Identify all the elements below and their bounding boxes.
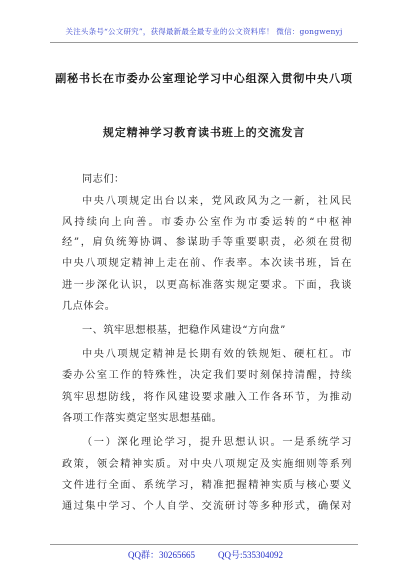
body-line: 几点体会。 xyxy=(62,301,116,312)
body-line: 通过集中学习、个人自学、交流研讨等多种形式，确保对 xyxy=(62,501,352,512)
body-line: 政策，领会精神实质。对中央八项规定及实施细则等系列 xyxy=(62,459,352,470)
body-line: 各项工作落实奠定坚实思想基础。 xyxy=(62,413,223,424)
body-line: 委办公室工作的特殊性，决定我们要时刻保持清醒，持续 xyxy=(62,370,352,381)
body-line: 风持续向上向善。市委办公室作为市委运转的“中枢神 xyxy=(62,217,352,228)
body-line: （一）深化理论学习，提升思想认识。一是系统学习 xyxy=(82,437,352,448)
footer-qq-number: QQ号:535304092 xyxy=(218,550,283,560)
document-title-line-2: 规定精神学习教育读书班上的交流发言 xyxy=(102,126,306,139)
body-line: 中央八项规定精神上走在前、作表率。本次读书班，旨在 xyxy=(62,258,352,269)
document-title-line-1: 副秘书长在市委办公室理论学习中心组深入贯彻中央八项 xyxy=(55,72,353,85)
body-line: 同志们： xyxy=(82,174,125,185)
footer-qq-group: QQ群：30265665 xyxy=(128,550,195,560)
body-line: 文件进行全面、系统学习，精准把握精神实质与核心要义 xyxy=(62,480,352,491)
body-line: 一、筑牢思想根基，把稳作风建设“方向盘” xyxy=(82,325,286,336)
header-note: 关注头条号“公文研究”，获得最新最全最专业的公文资料库！ 微信：gongwenyj xyxy=(65,27,343,36)
body-line: 进一步深化认识，以更高标准落实规定要求。下面，我谈 xyxy=(62,280,352,291)
body-line: 筑牢思想防线，将作风建设要求融入工作各环节，为推动 xyxy=(62,392,352,403)
header-divider xyxy=(50,42,358,43)
body-line: 中央八项规定出台以来，党风政风为之一新，社风民 xyxy=(82,196,352,207)
body-line: 经”，肩负统筹协调、参谋助手等重要职责，必须在贯彻 xyxy=(62,237,352,248)
body-line: 中央八项规定精神是长期有效的铁规矩、硬杠杠。市 xyxy=(82,349,352,360)
footer-divider xyxy=(50,544,358,545)
